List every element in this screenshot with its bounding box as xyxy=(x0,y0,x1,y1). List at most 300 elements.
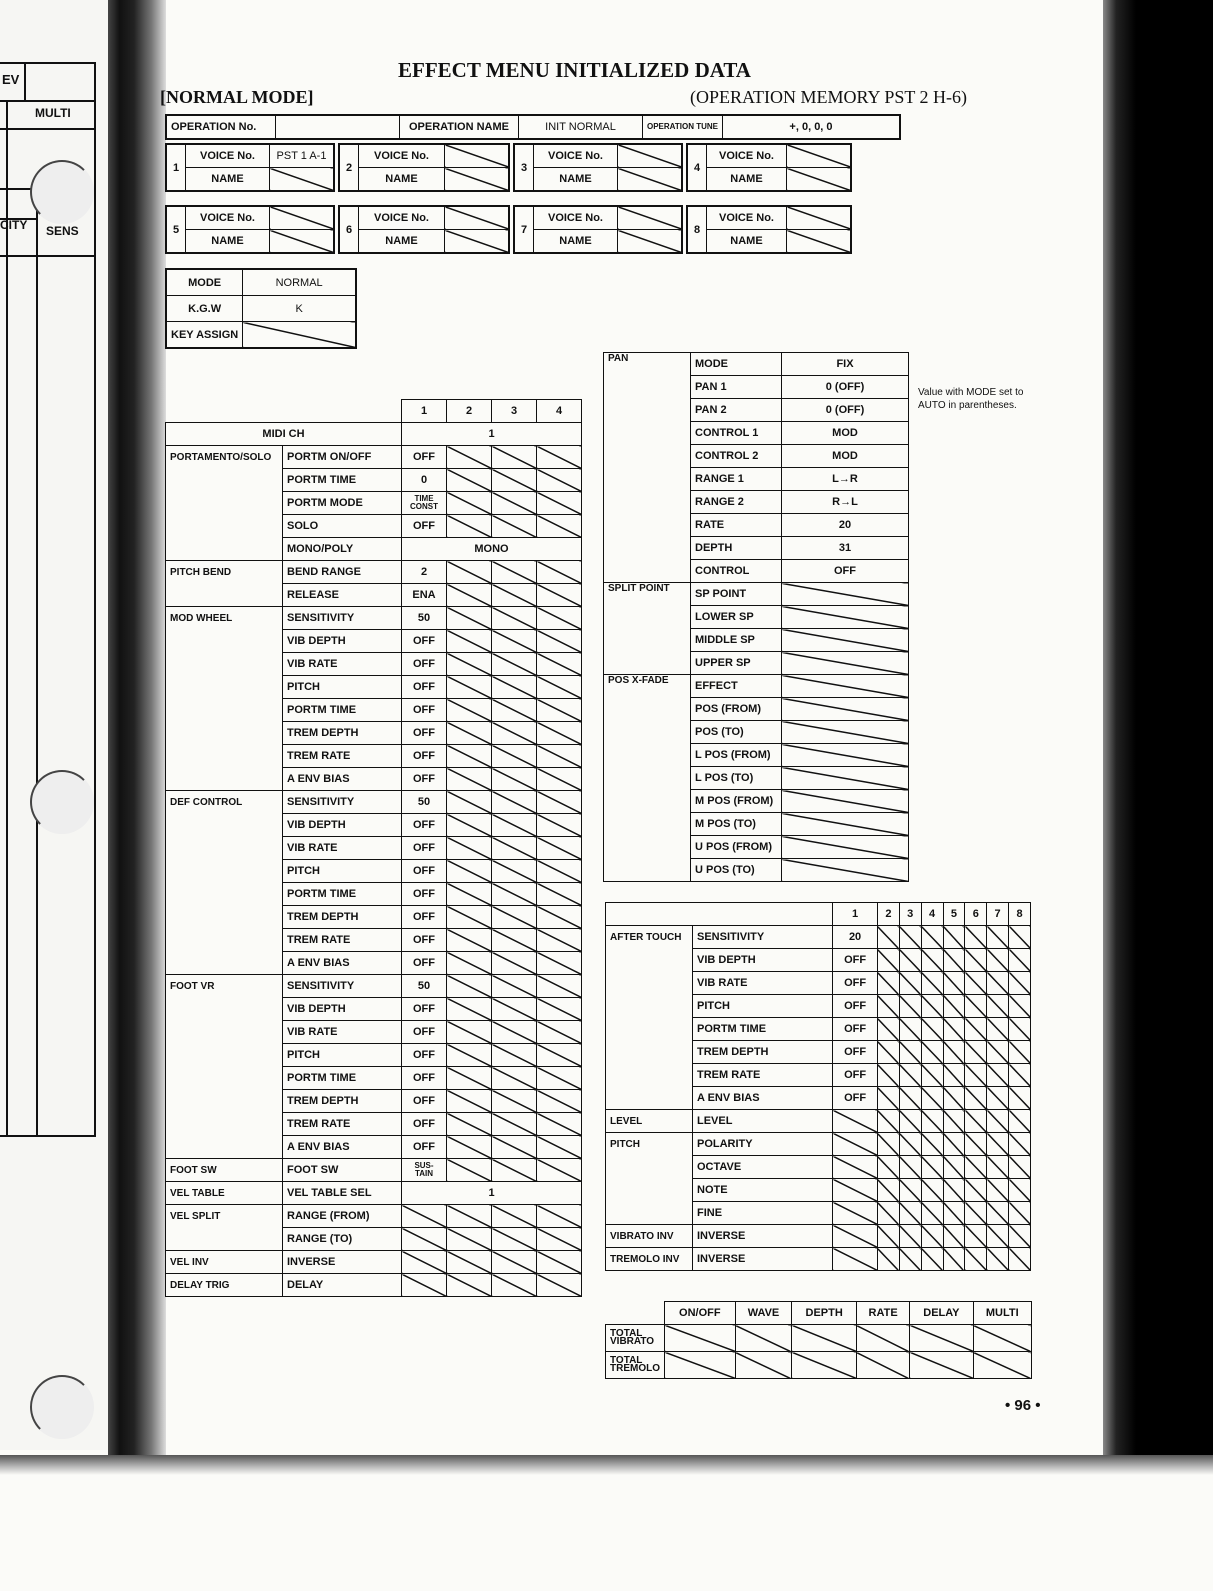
group-label: FOOT VR xyxy=(166,975,283,998)
empty-cell xyxy=(987,995,1009,1018)
empty-cell xyxy=(987,1248,1009,1271)
voice-number: 5 xyxy=(166,206,186,253)
empty-cell xyxy=(921,972,943,995)
empty-cell xyxy=(965,972,987,995)
voice-no-label: VOICE No. xyxy=(186,206,270,230)
empty-cell xyxy=(1009,1041,1031,1064)
param-label: TREM RATE xyxy=(283,929,402,952)
group-label xyxy=(166,860,283,883)
empty-cell xyxy=(492,883,537,906)
empty-cell xyxy=(537,814,582,837)
empty-cell xyxy=(987,1041,1009,1064)
param-label: PORTM TIME xyxy=(283,699,402,722)
group-label xyxy=(604,698,691,721)
param-value: OFF xyxy=(833,1064,878,1087)
empty-cell xyxy=(943,1225,965,1248)
group-label xyxy=(166,1113,283,1136)
param-value xyxy=(833,1110,878,1133)
param-label: PAN 1 xyxy=(691,376,782,399)
group-label: VEL INV xyxy=(166,1251,283,1274)
total-row-label: TOTAL TREMOLO xyxy=(606,1352,665,1379)
empty-cell xyxy=(447,883,492,906)
param-label: POS (TO) xyxy=(691,721,782,744)
total-table xyxy=(605,1301,1032,1379)
voice-block xyxy=(165,143,335,192)
param-label: FINE xyxy=(693,1202,833,1225)
mode-value xyxy=(243,322,356,349)
param-value xyxy=(782,606,909,629)
column-header: 6 xyxy=(965,903,987,926)
group-label xyxy=(166,1228,283,1251)
empty-cell xyxy=(921,1202,943,1225)
blank-cell xyxy=(606,903,833,926)
voice-name-label: NAME xyxy=(186,168,270,192)
empty-cell xyxy=(921,926,943,949)
portamento-table xyxy=(165,399,582,1297)
group-label xyxy=(604,744,691,767)
voice-name-value xyxy=(270,168,335,192)
empty-cell xyxy=(856,1325,909,1352)
group-label xyxy=(606,1179,693,1202)
param-label: PITCH xyxy=(283,1044,402,1067)
empty-cell xyxy=(1009,1225,1031,1248)
param-label: M POS (FROM) xyxy=(691,790,782,813)
empty-cell xyxy=(537,515,582,538)
group-label xyxy=(604,399,691,422)
empty-cell xyxy=(537,860,582,883)
column-header: 4 xyxy=(537,400,582,423)
param-label: SP POINT xyxy=(691,583,782,606)
param-label: M POS (TO) xyxy=(691,813,782,836)
empty-cell xyxy=(899,1179,921,1202)
voice-no-value xyxy=(787,144,852,168)
param-value xyxy=(833,1225,878,1248)
param-value xyxy=(782,675,909,698)
empty-cell xyxy=(987,1179,1009,1202)
empty-cell xyxy=(447,1205,492,1228)
empty-cell xyxy=(987,949,1009,972)
param-value: OFF xyxy=(833,995,878,1018)
param-value: TIME CONST xyxy=(402,492,447,515)
param-label: DEPTH xyxy=(691,537,782,560)
param-value: OFF xyxy=(402,1067,447,1090)
empty-cell xyxy=(492,1113,537,1136)
empty-cell xyxy=(877,1202,899,1225)
empty-cell xyxy=(447,1228,492,1251)
voice-no-value xyxy=(618,206,683,230)
pan-note: Value with MODE set to AUTO in parentheses. xyxy=(918,387,1024,411)
param-value xyxy=(833,1133,878,1156)
empty-cell xyxy=(447,998,492,1021)
param-value: 0 xyxy=(402,469,447,492)
param-value xyxy=(782,698,909,721)
voice-block xyxy=(686,143,852,192)
empty-cell xyxy=(965,1133,987,1156)
voice-no-label: VOICE No. xyxy=(359,206,445,230)
empty-cell xyxy=(1009,1133,1031,1156)
voice-name-value xyxy=(618,230,683,254)
column-header: 2 xyxy=(447,400,492,423)
param-value xyxy=(782,767,909,790)
voice-name-value xyxy=(787,168,852,192)
voice-number: 3 xyxy=(514,144,534,191)
empty-cell xyxy=(447,515,492,538)
empty-cell xyxy=(537,469,582,492)
page-number: • 96 • xyxy=(1005,1397,1041,1414)
param-value: OFF xyxy=(402,446,447,469)
param-label: POLARITY xyxy=(693,1133,833,1156)
group-label: DELAY TRIG xyxy=(166,1274,283,1297)
empty-cell xyxy=(492,584,537,607)
group-label xyxy=(604,721,691,744)
empty-cell xyxy=(1009,1018,1031,1041)
bottom-scan-shadow xyxy=(0,1455,1213,1475)
empty-cell xyxy=(899,1225,921,1248)
empty-cell xyxy=(943,1018,965,1041)
total-column-header: DELAY xyxy=(910,1302,973,1325)
empty-cell xyxy=(987,1202,1009,1225)
column-header: 1 xyxy=(833,903,878,926)
empty-cell xyxy=(537,883,582,906)
empty-cell xyxy=(492,1044,537,1067)
group-label xyxy=(166,676,283,699)
empty-cell xyxy=(792,1352,857,1379)
op-tune-value: +, 0, 0, 0 xyxy=(722,115,900,139)
empty-cell xyxy=(943,1179,965,1202)
param-value: OFF xyxy=(402,630,447,653)
empty-cell xyxy=(447,768,492,791)
voice-no-value xyxy=(787,206,852,230)
param-label: PORTM MODE xyxy=(283,492,402,515)
param-value xyxy=(833,1248,878,1271)
param-value xyxy=(833,1156,878,1179)
empty-cell xyxy=(943,1156,965,1179)
param-value: MOD xyxy=(782,422,909,445)
empty-cell xyxy=(492,1136,537,1159)
empty-cell xyxy=(943,1248,965,1271)
empty-cell xyxy=(965,1041,987,1064)
empty-cell xyxy=(492,975,537,998)
param-value xyxy=(833,1179,878,1202)
param-label: RANGE 2 xyxy=(691,491,782,514)
param-value: OFF xyxy=(402,837,447,860)
column-header: 5 xyxy=(943,903,965,926)
param-value: 50 xyxy=(402,791,447,814)
mode-label: MODE xyxy=(166,269,243,296)
voice-no-value xyxy=(445,206,510,230)
column-header: 2 xyxy=(877,903,899,926)
group-label xyxy=(166,768,283,791)
param-value: OFF xyxy=(833,1041,878,1064)
empty-cell xyxy=(447,1021,492,1044)
empty-cell xyxy=(1009,926,1031,949)
column-header: 3 xyxy=(899,903,921,926)
param-label: RELEASE xyxy=(283,584,402,607)
empty-cell xyxy=(492,515,537,538)
param-value: OFF xyxy=(402,653,447,676)
param-value: OFF xyxy=(402,1090,447,1113)
group-label xyxy=(606,949,693,972)
param-label: CONTROL 2 xyxy=(691,445,782,468)
param-value: OFF xyxy=(402,1021,447,1044)
empty-cell xyxy=(492,492,537,515)
empty-cell xyxy=(537,1159,582,1182)
empty-cell xyxy=(877,1087,899,1110)
voice-name-label: NAME xyxy=(359,168,445,192)
param-label: PITCH xyxy=(283,676,402,699)
binding-spine xyxy=(108,0,166,1460)
empty-cell xyxy=(899,949,921,972)
group-label xyxy=(604,445,691,468)
param-label: A ENV BIAS xyxy=(693,1087,833,1110)
empty-cell xyxy=(921,1225,943,1248)
empty-cell xyxy=(537,1113,582,1136)
voice-number: 2 xyxy=(339,144,359,191)
param-label: VIB RATE xyxy=(283,837,402,860)
left-page-city: CITY xyxy=(0,218,28,232)
param-label: MONO/POLY xyxy=(283,538,402,561)
empty-cell xyxy=(492,1274,537,1297)
empty-cell xyxy=(987,972,1009,995)
empty-cell xyxy=(447,492,492,515)
group-label: MOD WHEEL xyxy=(166,607,283,630)
mode-table xyxy=(165,268,357,349)
empty-cell xyxy=(921,1018,943,1041)
empty-cell xyxy=(943,1041,965,1064)
empty-cell xyxy=(921,995,943,1018)
op-tune-label: OPERATION TUNE xyxy=(643,115,723,139)
param-label: OCTAVE xyxy=(693,1156,833,1179)
empty-cell xyxy=(492,446,537,469)
voice-block xyxy=(513,143,683,192)
param-label: SENSITIVITY xyxy=(283,791,402,814)
param-label: TREM DEPTH xyxy=(283,906,402,929)
voice-no-value xyxy=(618,144,683,168)
empty-cell xyxy=(1009,1202,1031,1225)
memory-heading: (OPERATION MEMORY PST 2 H-6) xyxy=(690,87,968,107)
param-value: ENA xyxy=(402,584,447,607)
param-value xyxy=(782,859,909,882)
param-value: 0 (OFF) xyxy=(782,399,909,422)
total-column-header: MULTI xyxy=(973,1302,1031,1325)
empty-cell xyxy=(537,1021,582,1044)
empty-cell xyxy=(537,906,582,929)
group-label xyxy=(604,514,691,537)
op-no-value xyxy=(276,115,400,139)
param-value xyxy=(782,721,909,744)
empty-cell xyxy=(943,972,965,995)
voice-no-label: VOICE No. xyxy=(359,144,445,168)
empty-cell xyxy=(965,1179,987,1202)
empty-cell xyxy=(1009,1064,1031,1087)
param-label: VIB RATE xyxy=(283,653,402,676)
group-label xyxy=(604,491,691,514)
param-value: OFF xyxy=(782,560,909,583)
param-label: L POS (FROM) xyxy=(691,744,782,767)
pan-table xyxy=(603,352,909,882)
param-label: INVERSE xyxy=(693,1248,833,1271)
empty-cell xyxy=(987,1018,1009,1041)
group-label: LEVEL xyxy=(606,1110,693,1133)
empty-cell xyxy=(537,1251,582,1274)
param-value: MONO xyxy=(402,538,582,561)
param-value: OFF xyxy=(402,768,447,791)
param-label: TREM DEPTH xyxy=(283,1090,402,1113)
empty-cell xyxy=(877,949,899,972)
group-label xyxy=(604,767,691,790)
param-label: UPPER SP xyxy=(691,652,782,675)
total-column-header: RATE xyxy=(856,1302,909,1325)
empty-cell xyxy=(965,1087,987,1110)
param-label: INVERSE xyxy=(283,1251,402,1274)
group-label xyxy=(604,652,691,675)
voice-block xyxy=(338,205,510,254)
param-label: PORTM TIME xyxy=(283,883,402,906)
empty-cell xyxy=(910,1352,973,1379)
param-label: VIB DEPTH xyxy=(283,814,402,837)
voice-no-label: VOICE No. xyxy=(186,144,270,168)
empty-cell xyxy=(447,1159,492,1182)
param-label: TREM DEPTH xyxy=(283,722,402,745)
empty-cell xyxy=(447,1067,492,1090)
empty-cell xyxy=(899,1110,921,1133)
param-label: FOOT SW xyxy=(283,1159,402,1182)
group-label: VIBRATO INV xyxy=(606,1225,693,1248)
empty-cell xyxy=(447,676,492,699)
empty-cell xyxy=(1009,1248,1031,1271)
empty-cell xyxy=(492,998,537,1021)
empty-cell xyxy=(492,837,537,860)
param-value: OFF xyxy=(402,745,447,768)
empty-cell xyxy=(965,1156,987,1179)
empty-cell xyxy=(943,1110,965,1133)
param-value xyxy=(782,790,909,813)
empty-cell xyxy=(447,699,492,722)
empty-cell xyxy=(877,1179,899,1202)
voice-no-value xyxy=(270,206,335,230)
group-label xyxy=(166,906,283,929)
group-label xyxy=(166,699,283,722)
empty-cell xyxy=(877,1156,899,1179)
group-label xyxy=(604,859,691,882)
param-value: 50 xyxy=(402,607,447,630)
voice-block xyxy=(513,205,683,254)
empty-cell xyxy=(943,926,965,949)
empty-cell xyxy=(447,745,492,768)
empty-cell xyxy=(492,1021,537,1044)
empty-cell xyxy=(492,1205,537,1228)
voice-number: 8 xyxy=(687,206,707,253)
empty-cell xyxy=(447,791,492,814)
empty-cell xyxy=(537,1067,582,1090)
param-value: 20 xyxy=(833,926,878,949)
param-label: CONTROL xyxy=(691,560,782,583)
param-value xyxy=(782,836,909,859)
empty-cell xyxy=(965,1018,987,1041)
voice-name-label: NAME xyxy=(707,230,787,254)
left-row-line xyxy=(0,128,94,130)
empty-cell xyxy=(921,1110,943,1133)
param-label: PORTM TIME xyxy=(693,1018,833,1041)
param-label: RATE xyxy=(691,514,782,537)
empty-cell xyxy=(921,1041,943,1064)
empty-cell xyxy=(492,814,537,837)
param-label: MODE xyxy=(691,353,782,376)
empty-cell xyxy=(877,1110,899,1133)
empty-cell xyxy=(537,699,582,722)
param-value xyxy=(782,652,909,675)
op-name-label: OPERATION NAME xyxy=(400,115,519,139)
param-label: PITCH xyxy=(693,995,833,1018)
voice-no-value: PST 1 A-1 xyxy=(270,144,335,168)
empty-cell xyxy=(537,676,582,699)
group-label xyxy=(604,606,691,629)
param-label: RANGE (FROM) xyxy=(283,1205,402,1228)
group-label: DEF CONTROL xyxy=(166,791,283,814)
empty-cell xyxy=(492,860,537,883)
left-page-ev: EV xyxy=(2,72,20,87)
param-label: PORTM TIME xyxy=(283,469,402,492)
empty-cell xyxy=(447,837,492,860)
param-value: OFF xyxy=(833,1087,878,1110)
left-page-box-ev xyxy=(0,62,96,102)
group-label: AFTER TOUCH xyxy=(606,926,693,949)
empty-cell xyxy=(447,1044,492,1067)
param-value xyxy=(782,583,909,606)
empty-cell xyxy=(965,1110,987,1133)
param-value xyxy=(833,1202,878,1225)
empty-cell xyxy=(447,1113,492,1136)
empty-cell xyxy=(447,561,492,584)
empty-cell xyxy=(943,995,965,1018)
voice-name-value xyxy=(618,168,683,192)
param-label: VIB RATE xyxy=(693,972,833,995)
group-label: POS X-FADE xyxy=(604,675,691,698)
empty-cell xyxy=(447,584,492,607)
voice-number: 7 xyxy=(514,206,534,253)
total-row-label: TOTAL VIBRATO xyxy=(606,1325,665,1352)
empty-cell xyxy=(877,1064,899,1087)
empty-cell xyxy=(899,995,921,1018)
group-label xyxy=(604,790,691,813)
empty-cell xyxy=(965,926,987,949)
group-label xyxy=(604,836,691,859)
param-value: OFF xyxy=(402,998,447,1021)
group-label xyxy=(604,422,691,445)
group-label xyxy=(166,837,283,860)
empty-cell xyxy=(943,1202,965,1225)
empty-cell xyxy=(447,1274,492,1297)
voice-number: 6 xyxy=(339,206,359,253)
empty-cell xyxy=(899,972,921,995)
empty-cell xyxy=(899,1041,921,1064)
empty-cell xyxy=(1009,949,1031,972)
param-value: OFF xyxy=(402,929,447,952)
param-label: CONTROL 1 xyxy=(691,422,782,445)
empty-cell xyxy=(877,1225,899,1248)
param-value: OFF xyxy=(402,1136,447,1159)
empty-cell xyxy=(987,1110,1009,1133)
param-label: SENSITIVITY xyxy=(283,975,402,998)
empty-cell xyxy=(943,1087,965,1110)
empty-cell xyxy=(877,926,899,949)
group-label xyxy=(604,560,691,583)
group-label: VEL SPLIT xyxy=(166,1205,283,1228)
voice-name-label: NAME xyxy=(707,168,787,192)
empty-cell xyxy=(447,1251,492,1274)
empty-cell xyxy=(987,1064,1009,1087)
param-value: L→R xyxy=(782,468,909,491)
